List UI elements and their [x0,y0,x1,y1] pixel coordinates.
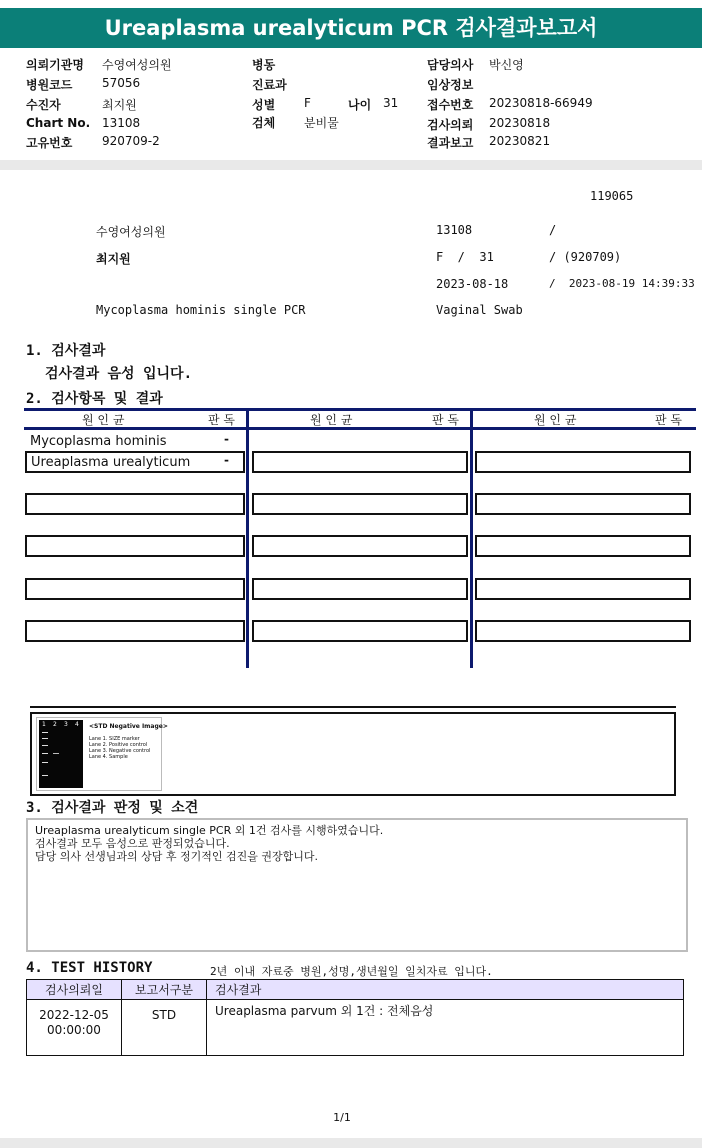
sample-test-name: Mycoplasma hominis single PCR [96,303,306,317]
header-separator [0,160,702,170]
bottom-bar [0,1138,702,1148]
table-row [27,1000,684,1056]
gel-lane: 3 [64,721,68,728]
section1-summary: 검사결과 음성 입니다. [45,366,193,382]
pathogen-name: Mycoplasma hominis [30,434,167,449]
header-value: 13108 [102,116,141,130]
section4-heading: 4. TEST HISTORY [26,960,153,976]
gel-band [42,738,48,739]
sample-chart-no: 13108 [436,223,473,237]
header-label: 수진자 [26,98,61,112]
history-col-result: 검사결과 [207,980,684,1000]
result-cell [25,493,245,515]
sample-birth: / (920709) [549,250,622,264]
table-header-line [24,427,696,430]
pathogen-result: - [224,432,229,446]
header-label: 담당의사 [427,58,474,72]
section1-heading: 1. 검사결과 [26,343,106,359]
result-cell [252,620,468,642]
gel-band [42,745,48,746]
result-cell [25,620,245,642]
header-label: 성별 [252,98,276,112]
header-label: 고유번호 [26,136,73,150]
gel-band [42,732,48,733]
header-label: 검체 [252,116,276,130]
history-table [26,979,684,1056]
history-type: STD [122,1000,207,1056]
gel-legend: Lane 1. SIZE marker [89,736,140,742]
header-label: 병동 [252,58,276,72]
header-value: 20230821 [489,134,551,148]
gel-lane: 2 [53,721,57,728]
gel-legend: Lane 3. Negative control [89,748,151,754]
result-cell [25,578,245,600]
result-cell [475,620,691,642]
history-time: 00:00:00 [47,1023,101,1037]
history-note: 2년 이내 자료중 병원,성명,생년월일 일치자료 입니다. [210,965,493,978]
section3-heading: 3. 검사결과 판정 및 소견 [26,800,199,816]
history-result: Ureaplasma parvum 외 1건 : 전체음성 [207,1000,684,1056]
sample-code: 119065 [590,189,634,203]
gel-band [42,762,48,763]
col-pathogen: 원 인 균 [534,413,577,427]
gel-band [42,775,48,776]
table-divider [246,410,249,668]
gel-top-line [30,706,676,708]
history-col-date: 검사의뢰일 [27,980,122,1000]
result-cell [475,451,691,473]
gel-legend: Lane 4. Sample [89,754,128,760]
history-date-cell [27,1000,122,1056]
header-value: 20230818 [489,116,551,130]
gel-title: <STD Negative Image> [89,723,168,730]
history-header-row [27,980,684,1000]
col-pathogen: 원 인 균 [310,413,353,427]
table-top-line [24,408,696,411]
opinion-line: 담당 의사 선생님과의 상담 후 정기적인 검진을 권장합니다. [35,850,318,863]
result-cell [252,578,468,600]
header-label: 결과보고 [427,136,474,150]
header-value: 분비물 [304,116,339,130]
gel-band [53,753,59,754]
header-label: 병원코드 [26,78,73,92]
gel-legend: Lane 2. Positive control [89,742,148,748]
gel-photo [39,720,83,788]
header-value: 최지원 [102,98,137,112]
header-value: 57056 [102,76,141,90]
header-label: Chart No. [26,116,91,130]
col-judgement: 판 독 [432,413,459,427]
sample-clinic: 수영여성의원 [96,225,166,239]
header-value: 31 [383,96,399,110]
header-label: 검사의뢰 [427,118,474,132]
col-judgement: 판 독 [208,413,235,427]
header-label: 임상정보 [427,78,474,92]
sample-specimen: Vaginal Swab [436,303,523,317]
pathogen-name: Ureaplasma urealyticum [31,455,191,470]
header-value: 920709-2 [102,134,160,148]
section2-heading: 2. 검사항목 및 결과 [26,391,163,407]
sample-patient: 최지원 [96,252,131,266]
header-value: 20230818-66949 [489,96,593,110]
header-label: 진료과 [252,78,287,92]
opinion-line: Ureaplasma urealyticum single PCR 외 1건 검사를 시행하였습니다. [35,824,384,837]
table-divider [470,410,473,668]
gel-band [42,753,48,754]
result-cell [475,493,691,515]
result-cell [252,535,468,557]
header-value: 수영여성의원 [102,58,172,72]
sample-slash: / [549,223,557,237]
header-value: F [304,96,311,110]
result-cell [475,578,691,600]
opinion-text [35,824,383,863]
gel-image [36,717,168,791]
header-label: 접수번호 [427,98,474,112]
col-judgement: 판 독 [655,413,682,427]
col-pathogen: 원 인 균 [82,413,125,427]
opinion-line: 검사결과 모두 음성으로 판정되었습니다. [35,837,230,850]
pathogen-result: - [224,453,229,467]
gel-lane: 1 [42,721,46,728]
header-label: 나이 [348,98,372,112]
report-title: Ureaplasma urealyticum PCR 검사결과보고서 [0,8,702,48]
sample-received: 2023-08-18 [436,277,509,291]
header-value: 박신영 [489,58,524,72]
result-cell [475,535,691,557]
history-date: 2022-12-05 [39,1008,109,1022]
history-col-type: 보고서구분 [122,980,207,1000]
page-number: 1/1 [333,1111,351,1124]
sample-reported: / 2023-08-19 14:39:33 [549,277,695,290]
gel-lane: 4 [75,721,79,728]
header-label: 의뢰기관명 [26,58,84,72]
result-cell [25,535,245,557]
result-cell [252,451,468,473]
sample-sex-age: F / 31 [436,250,494,264]
result-cell [252,493,468,515]
